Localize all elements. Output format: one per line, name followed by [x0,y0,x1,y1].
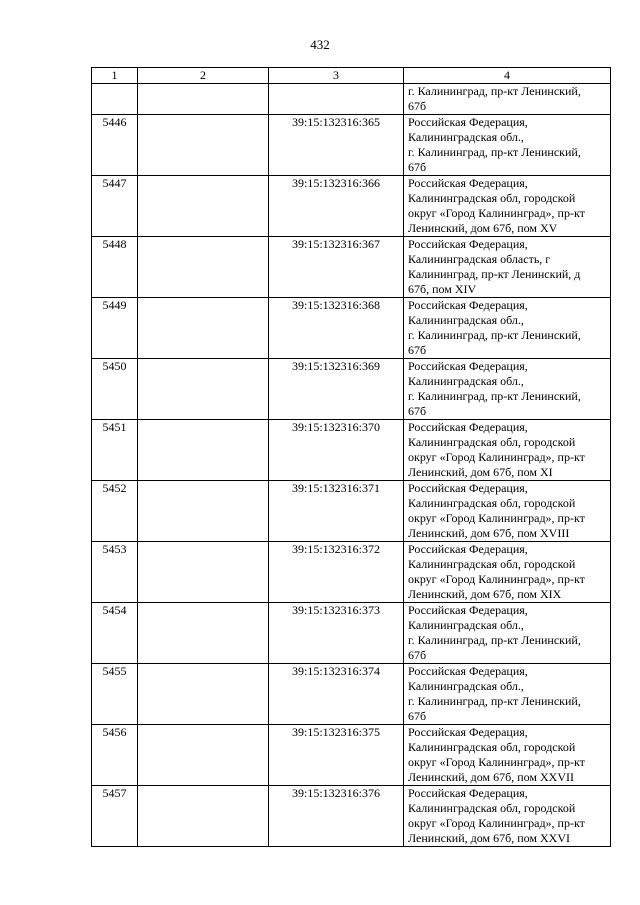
column-2-cell [138,786,269,847]
address-line: 67б [408,709,427,723]
table-row [92,786,611,847]
address-line: Российская Федерация, [408,542,528,556]
cadastral-number-cell: 39:15:132316:366 [269,176,404,237]
address-cell [404,359,611,420]
cadastral-number-cell: 39:15:132316:372 [269,542,404,603]
column-2-cell [138,603,269,664]
address-line: Российская Федерация, [408,115,528,129]
address-line: Калининградская обл., [408,679,524,693]
address-line: г. Калининград, пр-кт Ленинский, [408,328,581,342]
row-number-cell: 5450 [92,359,138,420]
column-2-cell [138,420,269,481]
address-line: Ленинский, дом 67б, пом XI [408,465,553,479]
address-line: 67б, пом XIV [408,282,477,296]
address-line: Ленинский, дом 67б, пом XV [408,221,558,235]
address-line: Калининградская обл, городской [408,435,576,449]
address-line: Российская Федерация, [408,786,528,800]
address-line: г. Калининград, пр-кт Ленинский, [408,389,581,403]
address-cell [404,664,611,725]
address-line: Российская Федерация, [408,359,528,373]
address-line: округ «Город Калининград», пр-кт [408,511,585,525]
address-line: Ленинский, дом 67б, пом XXVI [408,831,571,845]
address-cell [404,84,611,115]
column-2-cell [138,176,269,237]
address-cell [404,603,611,664]
address-cell [404,115,611,176]
address-line: Ленинский, дом 67б, пом XXVII [408,770,575,784]
table-row [92,725,611,786]
table-row [92,603,611,664]
column-2-cell [138,115,269,176]
cadastral-number-cell: 39:15:132316:375 [269,725,404,786]
row-number-cell: 5448 [92,237,138,298]
column-2-cell [138,725,269,786]
address-line: Российская Федерация, [408,176,528,190]
address-cell [404,420,611,481]
address-line: Российская Федерация, [408,481,528,495]
column-2-cell [138,542,269,603]
row-number-cell: 5457 [92,786,138,847]
address-cell [404,481,611,542]
cadastral-number-cell: 39:15:132316:368 [269,298,404,359]
address-line: г. Калининград, пр-кт Ленинский, [408,84,581,98]
address-line: 67б [408,648,427,662]
column-2-cell [138,481,269,542]
address-line: Калининградская область, г [408,252,551,266]
column-2-cell [138,84,269,115]
cadastral-number-cell: 39:15:132316:369 [269,359,404,420]
cadastral-number-cell: 39:15:132316:376 [269,786,404,847]
cadastral-number-cell: 39:15:132316:373 [269,603,404,664]
table-row [92,664,611,725]
table-body [92,84,611,847]
address-cell [404,542,611,603]
address-line: Российская Федерация, [408,298,528,312]
address-line: Ленинский, дом 67б, пом XVIII [408,526,570,540]
address-line: г. Калининград, пр-кт Ленинский, [408,633,581,647]
page-number: 432 [310,37,330,52]
address-line: 67б [408,404,427,418]
row-number-cell: 5453 [92,542,138,603]
address-line: Ленинский, дом 67б, пом XIX [408,587,562,601]
table-header [92,68,611,84]
address-line: округ «Город Калининград», пр-кт [408,572,585,586]
table-row [92,115,611,176]
row-number-cell: 5452 [92,481,138,542]
column-2-cell [138,359,269,420]
address-line: 67б [408,99,427,113]
address-line: Калининградская обл., [408,130,524,144]
address-line: Калининград, пр-кт Ленинский, д [408,267,581,281]
cadastral-number-cell [269,84,404,115]
header-row [92,68,611,84]
cadastral-number-cell: 39:15:132316:371 [269,481,404,542]
address-line: 67б [408,343,427,357]
address-cell [404,237,611,298]
address-line: Калининградская обл, городской [408,801,576,815]
table-row [92,481,611,542]
address-line: округ «Город Калининград», пр-кт [408,755,585,769]
address-line: г. Калининград, пр-кт Ленинский, [408,694,581,708]
row-number-cell: 5456 [92,725,138,786]
address-line: Калининградская обл., [408,374,524,388]
address-line: Российская Федерация, [408,664,528,678]
address-line: Калининградская обл, городской [408,496,576,510]
cadastral-number-cell: 39:15:132316:374 [269,664,404,725]
address-cell [404,176,611,237]
address-line: г. Калининград, пр-кт Ленинский, [408,145,581,159]
address-line: Калининградская обл, городской [408,740,576,754]
column-2-cell [138,237,269,298]
column-2-cell [138,298,269,359]
address-line: Калининградская обл., [408,313,524,327]
table-row [92,237,611,298]
address-line: Российская Федерация, [408,603,528,617]
registry-table [91,67,611,847]
cadastral-number-cell: 39:15:132316:370 [269,420,404,481]
cadastral-number-cell: 39:15:132316:367 [269,237,404,298]
row-number-cell: 5451 [92,420,138,481]
address-line: Калининградская обл, городской [408,557,576,571]
address-line: Российская Федерация, [408,420,528,434]
header-col-2: 2 [138,68,269,84]
table-row [92,298,611,359]
address-line: округ «Город Калининград», пр-кт [408,450,585,464]
table-row [92,542,611,603]
header-col-4: 4 [404,68,611,84]
address-line: Российская Федерация, [408,725,528,739]
row-number-cell: 5454 [92,603,138,664]
address-cell [404,786,611,847]
cadastral-number-cell: 39:15:132316:365 [269,115,404,176]
row-number-cell [92,84,138,115]
table-row [92,420,611,481]
address-cell [404,298,611,359]
table-row [92,359,611,420]
table-row [92,176,611,237]
address-line: Калининградская обл., [408,618,524,632]
address-line: округ «Город Калининград», пр-кт [408,816,585,830]
row-number-cell: 5449 [92,298,138,359]
address-line: Российская Федерация, [408,237,528,251]
table-row [92,84,611,115]
address-line: 67б [408,160,427,174]
row-number-cell: 5447 [92,176,138,237]
header-col-3: 3 [269,68,404,84]
column-2-cell [138,664,269,725]
row-number-cell: 5446 [92,115,138,176]
address-line: Калининградская обл, городской [408,191,576,205]
row-number-cell: 5455 [92,664,138,725]
header-col-1: 1 [92,68,138,84]
address-line: округ «Город Калининград», пр-кт [408,206,585,220]
address-cell [404,725,611,786]
